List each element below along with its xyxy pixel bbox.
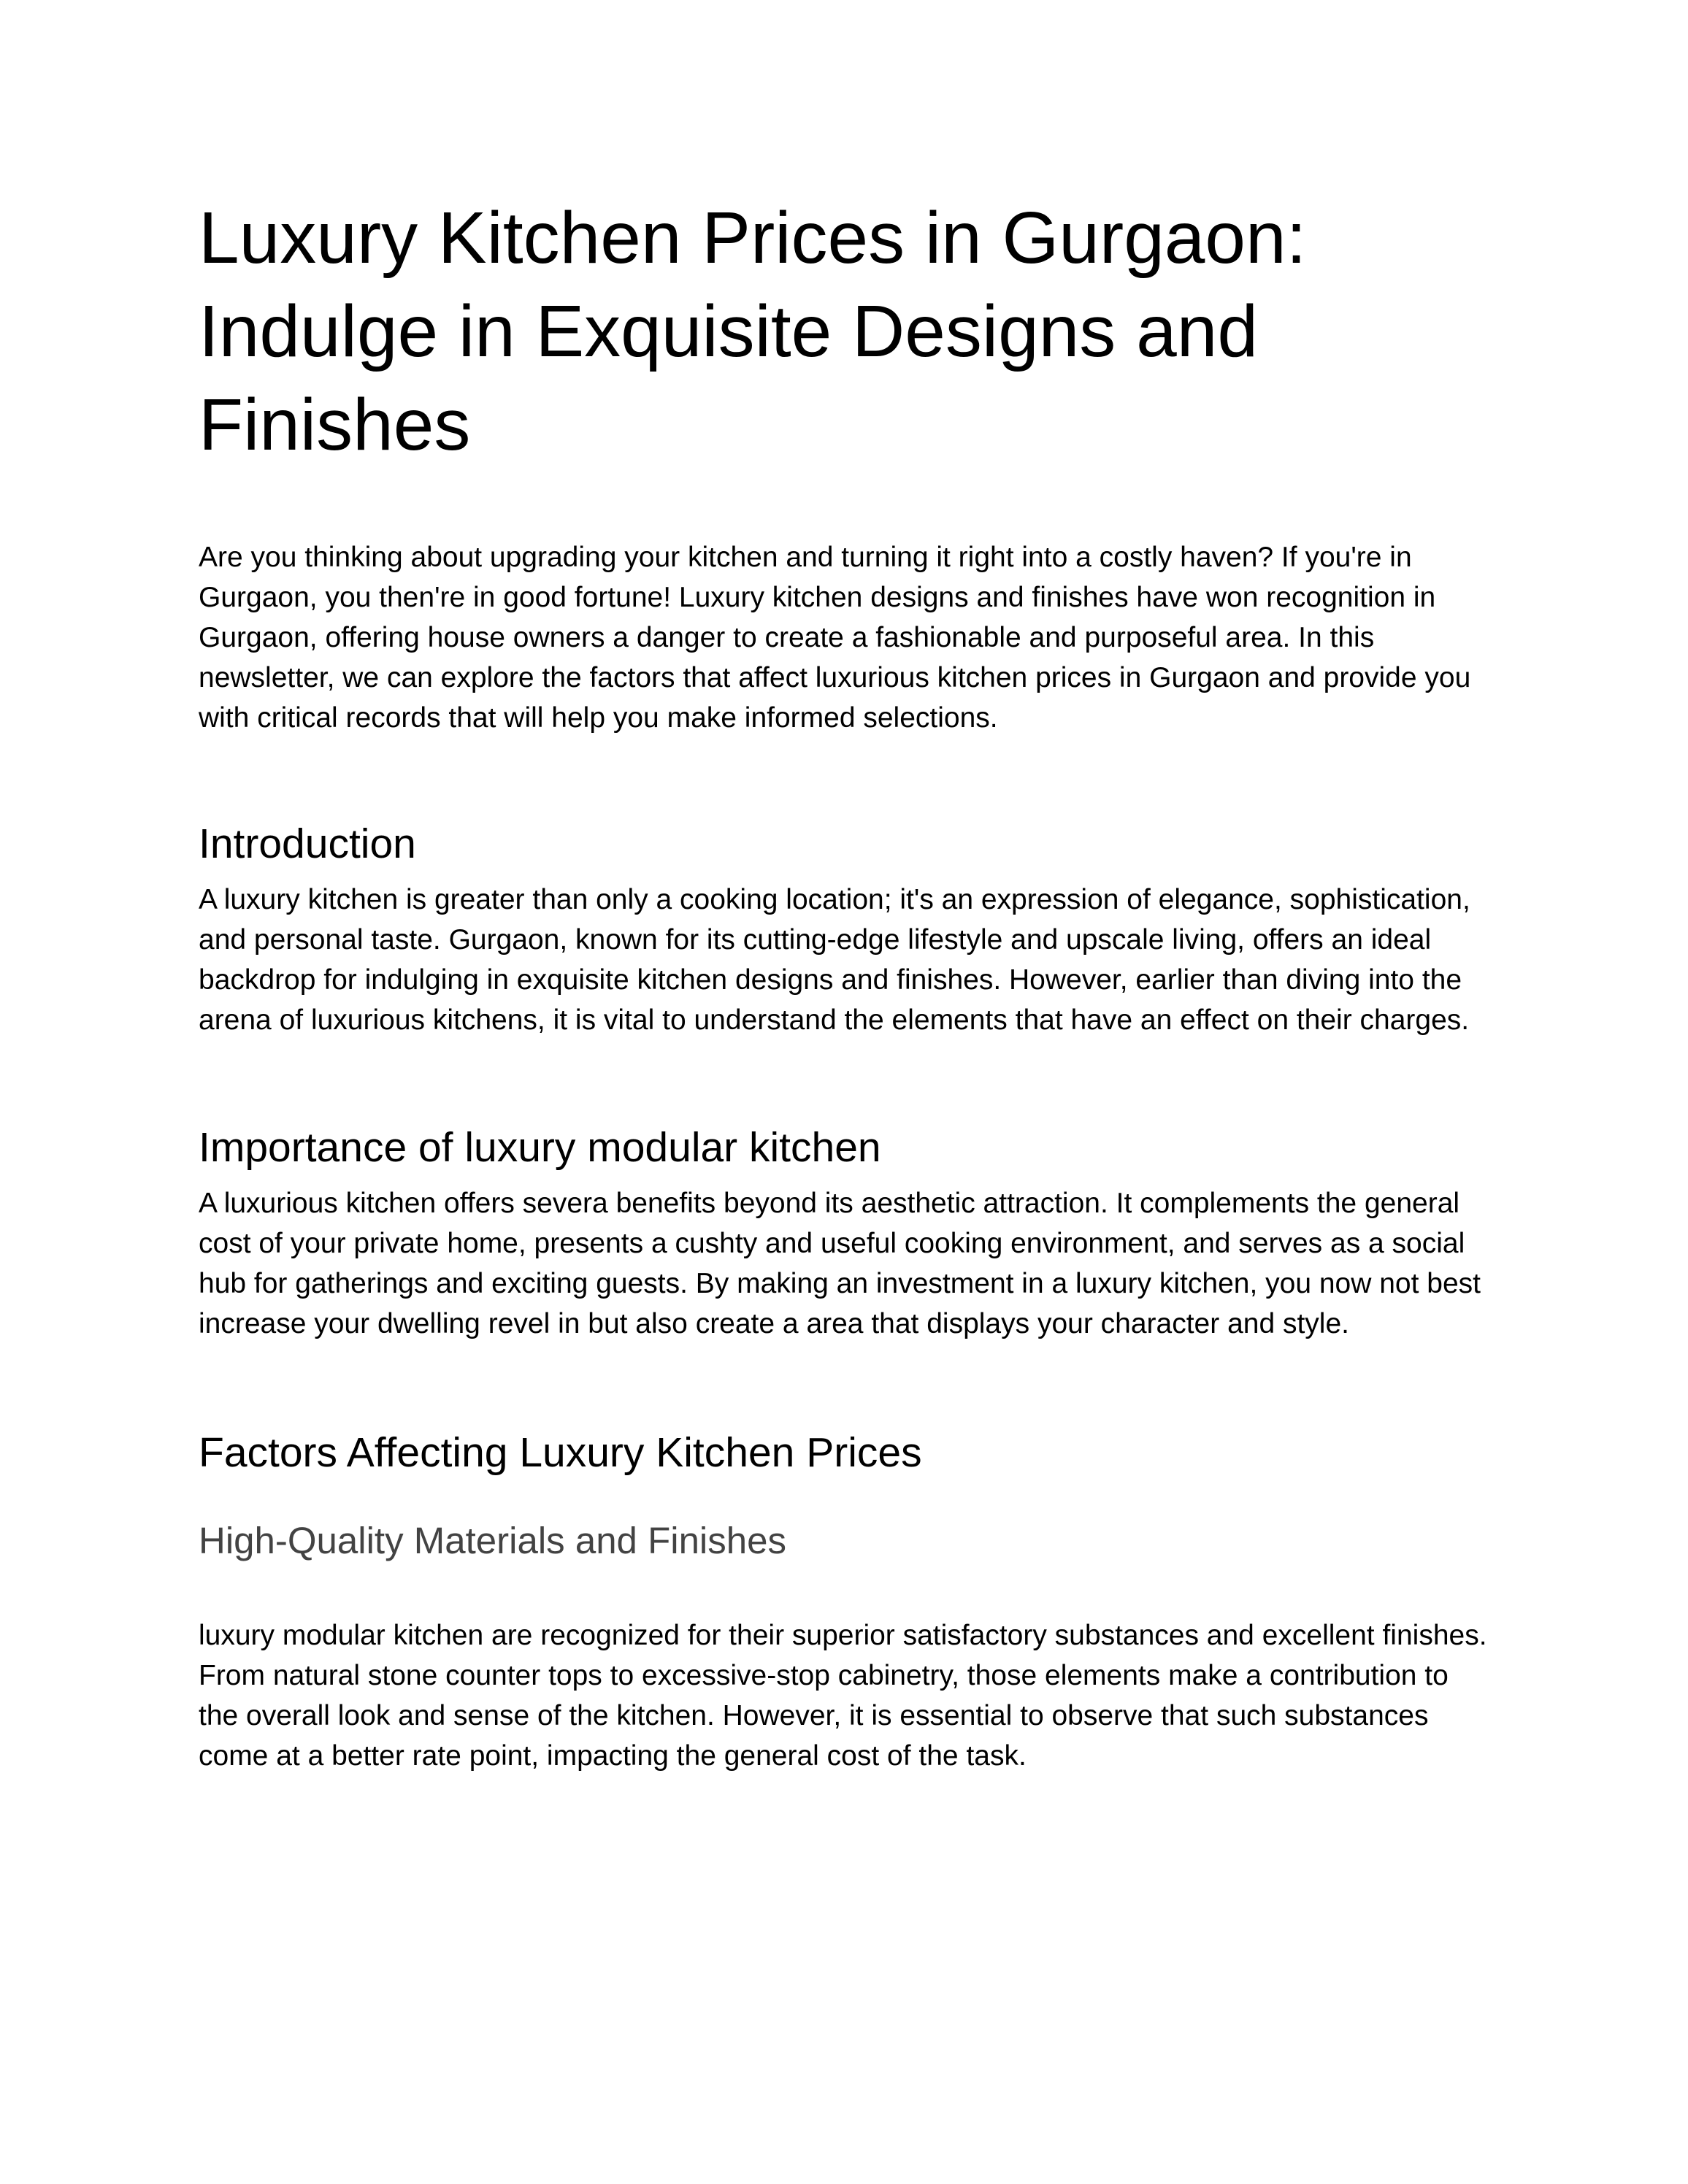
subheading-materials: High-Quality Materials and Finishes	[199, 1520, 786, 1561]
paragraph-introduction: A luxury kitchen is greater than only a cooking location; it's an expression of elegance, sophistication, and personal taste. Gurgaon, known for its cutting-edge lifestyle and upscale living, offers an ideal backdrop for indulging in exquisite kitchen designs and finishes. However, earlier than diving into the arena of luxurious kitchens, it is vital to understand the elements that have an effect on their charges.	[199, 884, 1470, 1036]
heading-importance: Importance of luxury modular kitchen	[199, 1124, 881, 1171]
paragraph-importance: A luxurious kitchen offers severa benefits beyond its aesthetic attraction. It complements the general cost of your private home, presents a cushty and useful cooking environment, and serves as a social hub for gatherings and exciting guests. By making an investment in a luxury kitchen, you now not best increase your dwelling revel in but also create a area that displays your character and style.	[199, 1188, 1481, 1339]
heading-introduction: Introduction	[199, 820, 416, 867]
heading-factors: Factors Affecting Luxury Kitchen Prices	[199, 1429, 922, 1476]
intro-paragraph: Are you thinking about upgrading your kitchen and turning it right into a costly haven? If you're in Gurgaon, you then're in good fortune! Luxury kitchen designs and finishes have won recognition in Gurgaon, offering house owners a danger to create a fashionable and purposeful area. In this newsletter, we can explore the factors that affect luxurious kitchen prices in Gurgaon and provide you with critical records that will help you make informed selections.	[199, 542, 1471, 734]
document-title: Luxury Kitchen Prices in Gurgaon: Indulge in Exquisite Designs and Finishes	[199, 197, 1307, 466]
document-content	[199, 191, 1489, 1776]
paragraph-materials: luxury modular kitchen are recognized for their superior satisfactory substances and excellent finishes. From natural stone counter tops to excessive-stop cabinetry, those elements make a contribution to the overall look and sense of the kitchen. However, it is essential to observe that such substances come at a better rate point, impacting the general cost of the task.	[199, 1620, 1487, 1772]
